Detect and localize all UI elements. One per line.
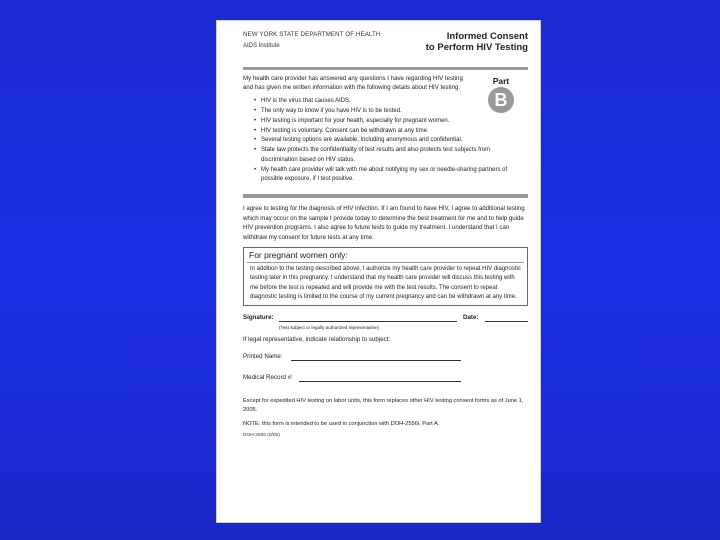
form-header (243, 31, 528, 67)
expedited-testing-note: Except for expedited HIV testing on labor units, this form replaces other HIV testing consent forms as of June 1, 2005. (243, 398, 524, 413)
conjunction-note: NOTE: this form is intended to be used in conjunction with DOH-2556i, Part A. (243, 421, 440, 428)
relationship-row (243, 336, 528, 347)
date-field[interactable] (485, 321, 528, 322)
institute-name: AIDS Institute (243, 43, 280, 49)
part-letter-badge: B (488, 87, 514, 113)
medical-record-field[interactable] (299, 381, 461, 382)
form-title-line1: Informed Consent (446, 31, 528, 42)
date-label: Date: (463, 314, 479, 322)
printed-name-row (243, 353, 528, 364)
list-item: • My health care provider will talk with me about notifying my sex or needle-sharing partners of possible exposure, if I test positive. (255, 166, 528, 185)
section-divider (243, 194, 528, 198)
pregnant-box-title: For pregnant women only: (249, 250, 348, 261)
form-title-line2: to Perform HIV Testing (425, 42, 528, 53)
form-number: DOH-2556 (5/05) (243, 432, 280, 438)
medical-record-label: Medical Record #: (243, 374, 293, 382)
list-item: • HIV is the virus that causes AIDS. (255, 97, 528, 106)
header-divider (243, 67, 528, 70)
list-item: • The only way to know if you have HIV is to be tested. (255, 107, 528, 116)
signature-row (243, 314, 528, 325)
intro-text: My health care provider has answered any questions I have regarding HIV testing and has given me written information with the following details about HIV testing: (243, 75, 463, 92)
hiv-facts-list (243, 97, 528, 185)
list-item: • HIV testing is important for your health, especially for pregnant women. (255, 117, 528, 126)
list-item: • Several testing options are available, including anonymous and confidential. (255, 136, 528, 145)
signature-sublabel: (Test subject or legally authorized representative) (279, 325, 380, 331)
printed-name-label: Printed Name: (243, 353, 283, 361)
printed-name-field[interactable] (291, 360, 461, 361)
pregnant-box-body: In addition to the testing described above, I authorize my health care provider to repeat HIV diagnostic testing later in this pregnancy. I understand that my health care provider will discuss this testing with me before the test is repeated and will provide me with the test results. The consent to repeat diagnostic testing is limited to the course of my current pregnancy and can be withdrawn at any time. (247, 262, 524, 302)
department-name: NEW YORK STATE DEPARTMENT OF HEALTH (243, 31, 381, 38)
pregnant-women-box (243, 247, 528, 306)
consent-form-page (217, 21, 540, 522)
signature-field[interactable] (279, 321, 457, 322)
part-label: Part (492, 76, 510, 86)
consent-statement: I agree to testing for the diagnosis of HIV infection. If I am found to have HIV, I agree to additional testing which may occur on the sample I provide today to determine the best treatment for me and to help guide HIV prevention programs. I also agree to future tests to guide my treatment. I understand that I can withdraw my consent for future tests at any time. (243, 205, 525, 241)
medical-record-row (243, 374, 528, 385)
list-item: • HIV testing is voluntary. Consent can be withdrawn at any time. (255, 127, 528, 136)
signature-label: Signature: (243, 314, 274, 322)
list-item: • State law protects the confidentiality of test results and also protects test subjects from discrimination based on HIV status. (255, 146, 528, 165)
relationship-label: If legal representative, indicate relationship to subject: (243, 336, 391, 344)
